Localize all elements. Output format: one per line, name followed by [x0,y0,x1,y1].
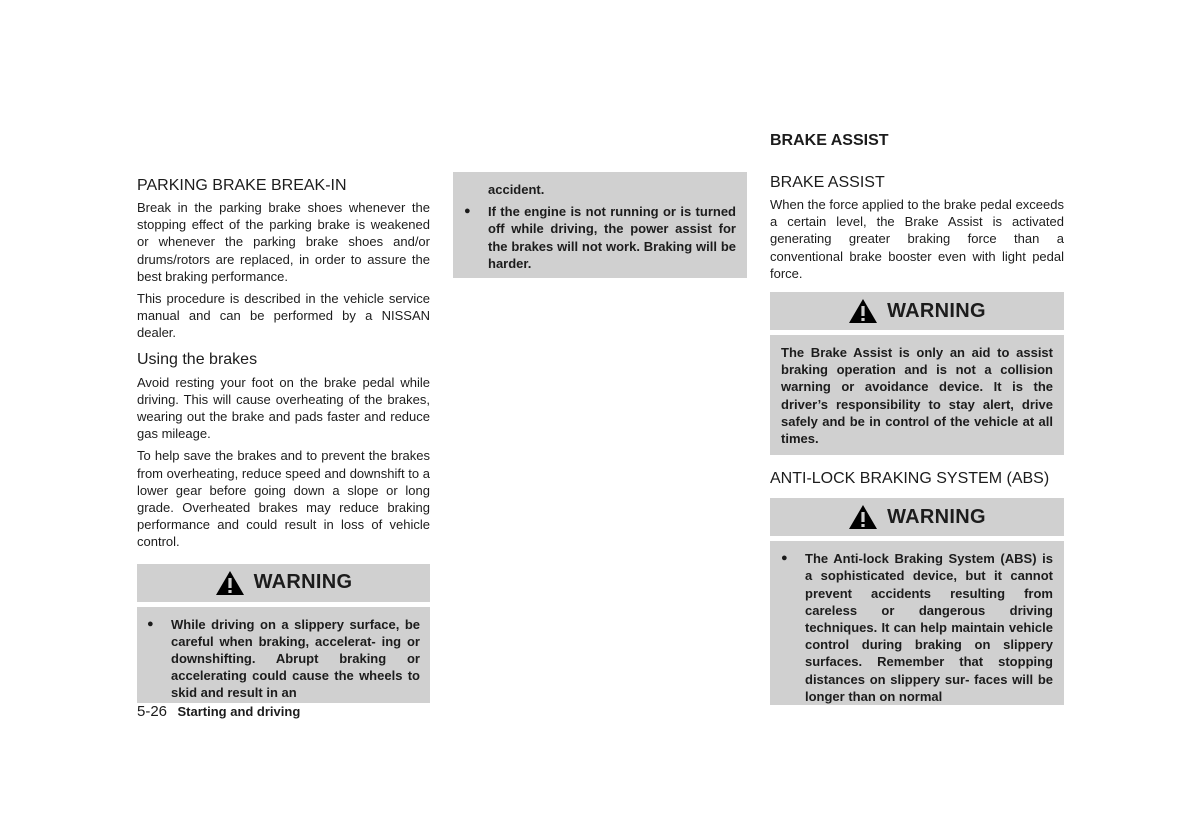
warning-title: WARNING [887,505,986,528]
continued-text: accident. [488,182,545,197]
paragraph: Break in the parking brake shoes whenever the stopping effect of the parking brake is weakened or whenever the parking brake shoes and/or drums/rotors are replaced, in order to assure the best braking performance. [137,200,430,284]
column-middle [453,172,747,278]
warning-title: WARNING [887,299,986,322]
list-item [464,203,736,272]
section-heading-brake-assist: BRAKE ASSIST [770,174,885,191]
chapter-title: BRAKE ASSIST [770,132,889,149]
section-heading-abs: ANTI-LOCK BRAKING SYSTEM (ABS) [770,470,1050,488]
warning-body-continued [453,172,747,278]
warning-body [770,541,1064,705]
warning-triangle-icon [848,504,878,530]
paragraph: When the force applied to the brake pedal exceeds a certain level, the Brake Assist is activated generating greater braking force than a conventional brake booster even with light pedal force. [770,197,1064,281]
bullet-icon: ● [781,552,788,565]
warning-triangle-icon [215,570,245,596]
warning-box [770,292,1064,455]
paragraph: Avoid resting your foot on the brake pedal while driving. This will cause overheating of the brakes, wearing out the brake and pads faster and reduce gas mileage. [137,374,430,442]
warning-box [137,564,430,703]
list-item [147,616,420,702]
warning-header [770,498,1064,536]
paragraph: This procedure is described in the vehicle service manual and can be performed by a NISSAN dealer. [137,291,430,341]
column-right [770,131,1064,705]
bullet-icon: ● [464,205,471,218]
warning-text: The Anti-lock Braking System (ABS) is a sophisticated device, but it cannot prevent accidents resulting from careless or dangerous driving techniques. It can help maintain vehicle control during braking on slippery surfaces. Remember that stopping distances on slippery sur- faces will be longer than on normal [805,551,1053,704]
page-footer [137,703,300,721]
warning-body [137,607,430,703]
chapter-name: Starting and driving [177,704,301,719]
warning-header [137,564,430,602]
warning-body [770,335,1064,455]
warning-header [770,292,1064,330]
column-left [137,176,430,703]
bullet-icon: ● [147,617,154,630]
section-heading-using-brakes: Using the brakes [137,350,258,368]
warning-text: If the engine is not running or is turned off while driving, the power assist for the brakes will not work. Braking will be harder. [488,204,736,271]
warning-triangle-icon [848,298,878,324]
list-item [781,550,1053,705]
warning-text: The Brake Assist is only an aid to assist braking operation and is not a collision warning or avoidance device. It is the driver’s responsibility to stay alert, drive safely and be in control of the vehicle at all times. [781,345,1053,447]
warning-text: While driving on a slippery surface, be careful when braking, accelerat- ing or downshifting. Abrupt braking or accelerating could cause the wheels to skid and result in an [171,616,420,701]
section-heading-parking-brake: PARKING BRAKE BREAK-IN [137,177,347,194]
page-number: 5-26 [137,703,168,720]
warning-title: WARNING [253,571,353,594]
warning-box [770,498,1064,705]
paragraph: To help save the brakes and to prevent the brakes from overheating, reduce speed and downshift to a lower gear before going down a slope or long grade. Overheated brakes may reduce braking performance and could result in loss of vehicle control. [137,448,430,550]
